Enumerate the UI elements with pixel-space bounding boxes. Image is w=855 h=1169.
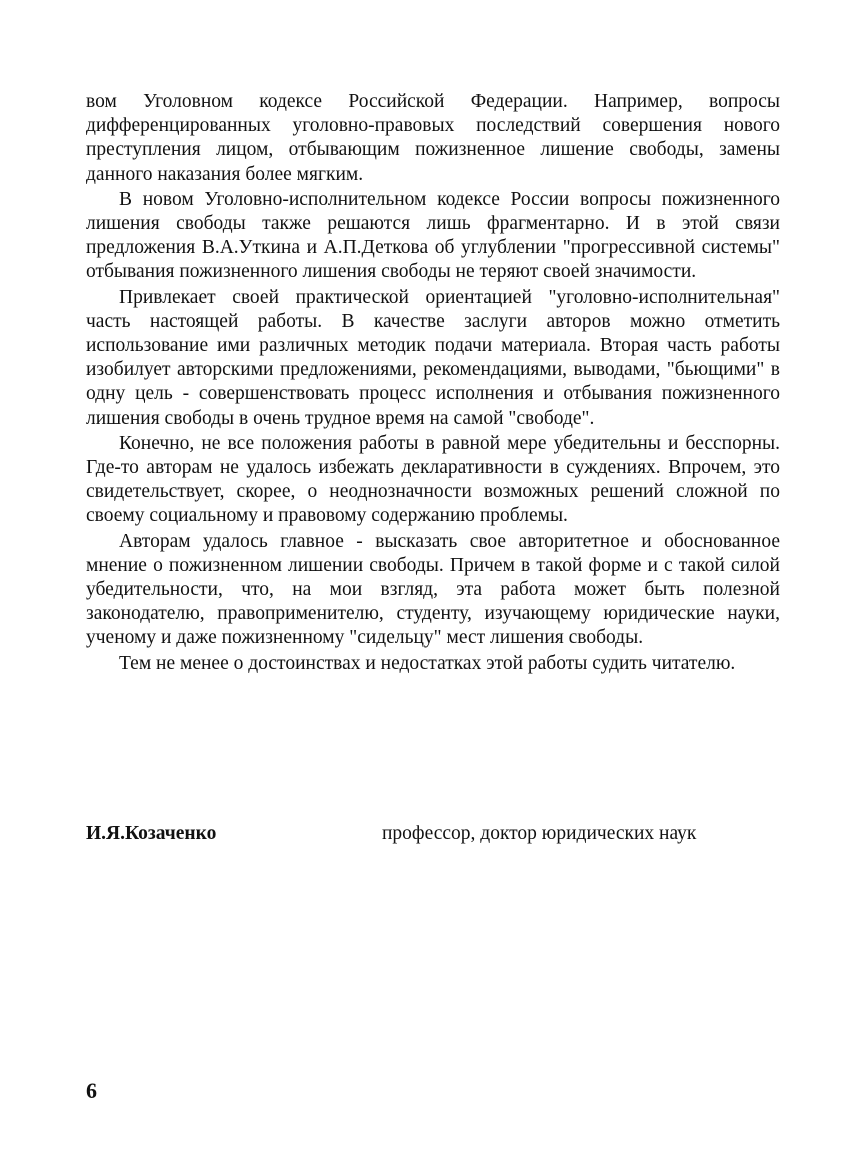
document-body — [86, 90, 780, 676]
paragraph-6: Тем не менее о достоинствах и недостатках этой работы судить читателю. — [119, 652, 736, 674]
paragraph-5: Авторам удалось главное - высказать свое авторитетное и обоснованное мнение о пожизненном лишении свободы. Причем в такой форме и с такой силой убедительности, что, на мои взгляд, эта работа может быть полезной законодателю, правоприменителю, студенту, изучающему юридические науки, ученому и даже пожизненному "сидельцу" мест лишения свободы. — [86, 530, 780, 649]
page-number: 6 — [86, 1078, 97, 1103]
author-name: И.Я.Козаченко — [86, 823, 217, 844]
paragraph-1: вом Уголовном кодексе Российской Федерации. Например, вопросы дифференцированных уголовно-правовых последствий совершения нового преступления лицом, отбывающим пожизненное лишение свободы, замены данного наказания более мягким. — [86, 91, 780, 185]
signature-block — [86, 822, 780, 848]
author-title: профессор, доктор юридических наук — [382, 823, 697, 844]
paragraph-2: В новом Уголовно-исполнительном кодексе России вопросы пожизненного лишения свободы также решаются лишь фрагментарно. И в этой связи предложения В.А.Уткина и А.П.Деткова об углублении "прогрессивной системы" отбывания пожизненного лишения свободы не теряют своей значимости. — [86, 188, 780, 283]
paragraph-4: Конечно, не все положения работы в равной мере убедительны и бесспорны. Где-то авторам не удалось избежать декларативности в суждениях. Впрочем, это свидетельствует, скорее, о неоднозначности возможных решений сложной по своему социальному и правовому содержанию проблемы. — [86, 432, 780, 527]
paragraph-3: Привлекает своей практической ориентацией "уголовно-исполнительная" часть настоящей работы. В качестве заслуги авторов можно отметить использование ими различных методик подачи материала. Вторая часть работы изобилует авторскими предложениями, рекомендациями, выводами, "бьющими" в одну цель - совершенствовать процесс исполнения и отбывания пожизненного лишения свободы в очень трудное время на самой "свободе". — [86, 286, 780, 429]
